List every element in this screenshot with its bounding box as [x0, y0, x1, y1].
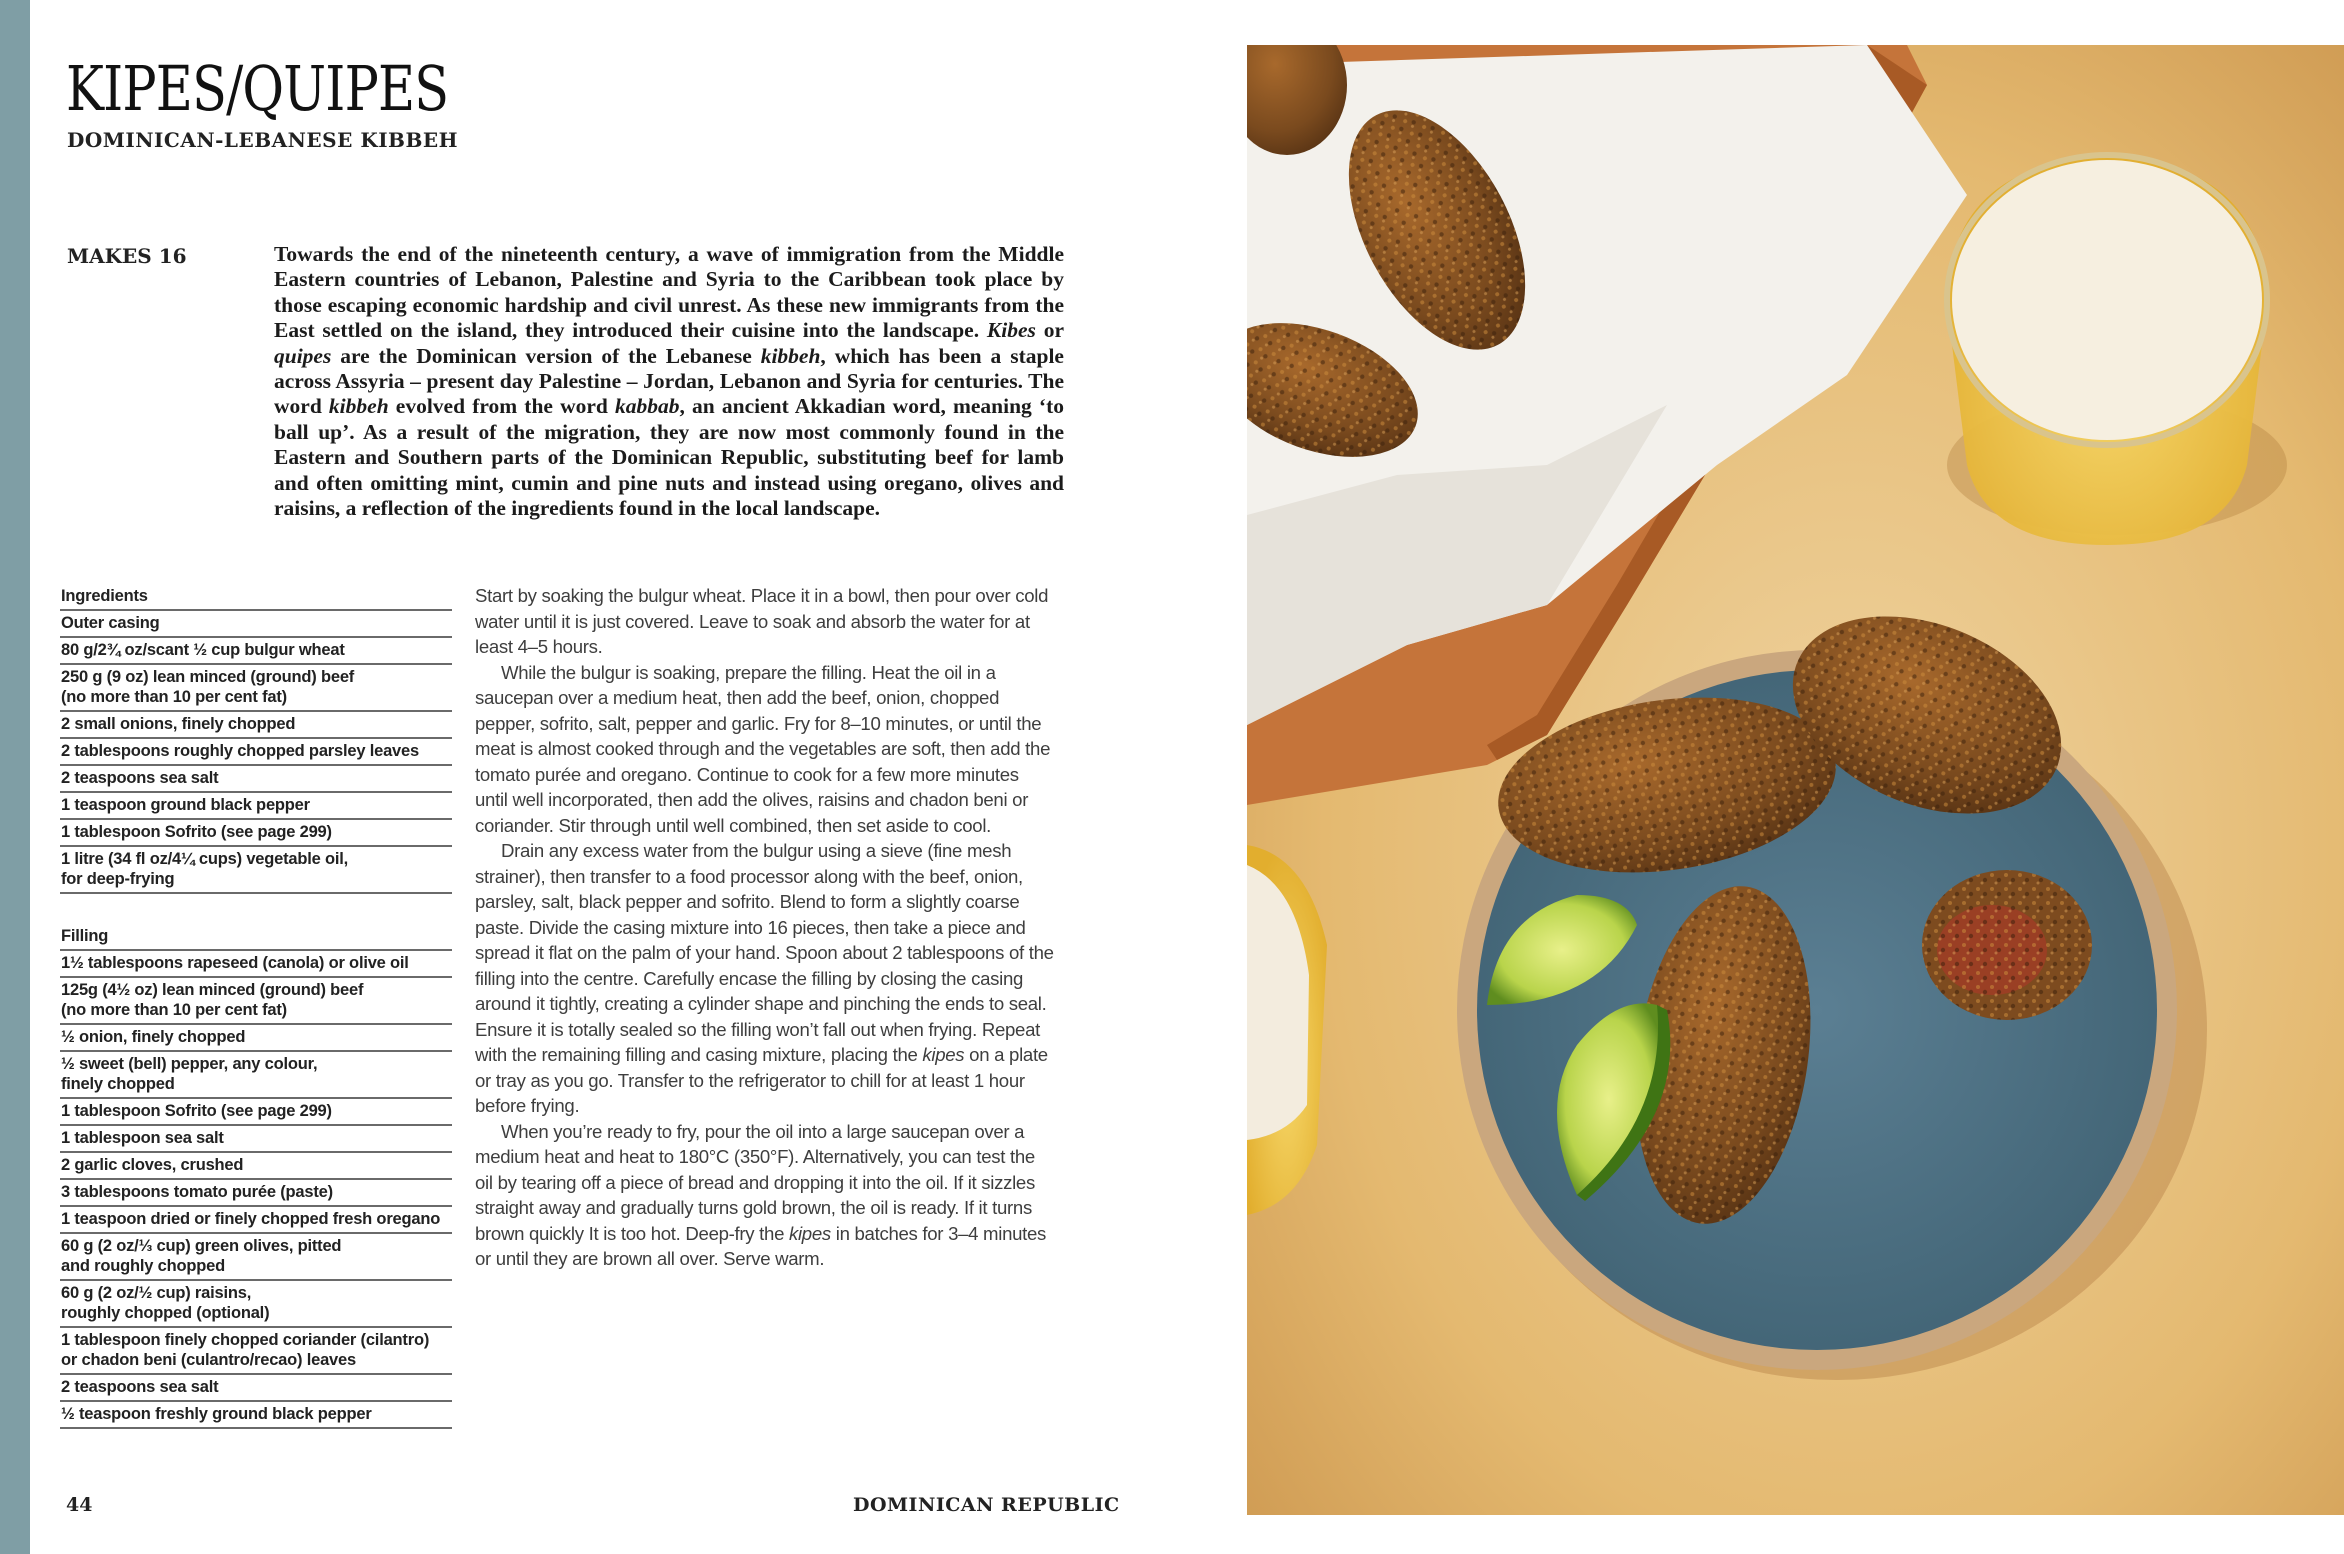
- ingredient-line: 2 garlic cloves, crushed: [60, 1153, 452, 1180]
- method-paragraph: [475, 660, 1055, 839]
- method-paragraph: [475, 838, 1055, 1119]
- ingredient-line: 60 g (2 oz/⅓ cup) green olives, pitted and roughly chopped: [60, 1234, 452, 1281]
- outer-casing-items: [60, 638, 452, 894]
- ingredient-line: 1½ tablespoons rapeseed (canola) or olive oil: [60, 951, 452, 978]
- ingredient-line: 1 teaspoon dried or finely chopped fresh oregano: [60, 1207, 452, 1234]
- italic-term: kabbab: [615, 394, 680, 419]
- ingredient-line: ½ teaspoon freshly ground black pepper: [60, 1402, 452, 1429]
- text-run: When you’re ready to fry, pour the oil into a large saucepan over a medium heat and heat to 180°C (350°F). Alternatively, you can test the oil by tearing off a piece of bread and dropping it into the oil. If it sizzles straight away and gradually turns gold brown, the oil is ready. If it turns brown quickly It is too hot. Deep-fry the: [475, 1120, 1035, 1244]
- recipe-subtitle: DOMINICAN-LEBANESE KIBBEH: [67, 128, 459, 152]
- text-run: Towards the end of the nineteenth century, a wave of immigration from the Middle Eastern countries of Lebanon, Palestine and Syria to the Caribbean took place by those escaping economic hardship and civil unrest. As these new immigrants from the East settled on the island, they introduced their cuisine into the landscape.: [274, 242, 1064, 343]
- ingredient-line: 60 g (2 oz/½ cup) raisins, roughly chopped (optional): [60, 1281, 452, 1328]
- ingredient-line: 2 tablespoons roughly chopped parsley leaves: [60, 739, 452, 766]
- ingredient-line: 1 teaspoon ground black pepper: [60, 793, 452, 820]
- ingredient-line: 2 teaspoons sea salt: [60, 1375, 452, 1402]
- italic-term: kibbeh: [328, 394, 389, 419]
- italic-term: kipes: [788, 1222, 831, 1244]
- method-paragraph: [475, 583, 1055, 660]
- recipe-yield: MAKES 16: [67, 244, 187, 268]
- recipe-title: KIPES/QUIPES: [66, 52, 449, 125]
- text-run: on a plate or tray as you go. Transfer to the refrigerator to chill for at least 1 hour before frying.: [475, 1044, 1048, 1116]
- page-spine-edge: [0, 0, 30, 1554]
- running-head: DOMINICAN REPUBLIC: [853, 1494, 1120, 1516]
- italic-term: kibbeh: [760, 343, 821, 368]
- ingredients-heading: Ingredients: [60, 584, 452, 611]
- text-run: , which has been a staple across Assyria – present day Palestine – Jordan, Lebanon and Syria for centuries. The word: [274, 343, 1064, 419]
- italic-term: quipes: [274, 343, 332, 368]
- text-run: in batches for 3–4 minutes or until they are brown all over. Serve warm.: [475, 1222, 1047, 1269]
- method-paragraph: [475, 1119, 1055, 1272]
- food-photo: [1247, 45, 2344, 1515]
- method-text: [475, 583, 1055, 1272]
- filling-heading: Filling: [60, 924, 452, 951]
- text-run: Drain any excess water from the bulgur using a sieve (fine mesh strainer), then transfer to a food processor along with the beef, onion, parsley, salt, black pepper and sofrito. Blend to form a slightly coarse paste. Divide the casing mixture into 16 pieces, then take a piece and spread it flat on the palm of your hand. Spoon about 2 tablespoons of the filling into the centre. Carefully encase the filling by closing the casing around it tightly, creating a cylinder shape and pinching the ends to seal. Ensure it is totally sealed so the filling won’t fall out when frying. Repeat with the remaining filling and casing mixture, placing the: [475, 840, 1054, 1065]
- ingredient-line: 2 small onions, finely chopped: [60, 712, 452, 739]
- ingredient-line: 250 g (9 oz) lean minced (ground) beef (no more than 10 per cent fat): [60, 665, 452, 712]
- ingredient-line: 3 tablespoons tomato purée (paste): [60, 1180, 452, 1207]
- recipe-intro: [274, 242, 1064, 521]
- italic-term: Kibes: [986, 318, 1036, 343]
- ingredient-line: 125g (4½ oz) lean minced (ground) beef (no more than 10 per cent fat): [60, 978, 452, 1025]
- kibbeh-halved-texture: [1922, 870, 2092, 1020]
- ingredient-line: 1 tablespoon finely chopped coriander (cilantro) or chadon beni (culantro/recao) leaves: [60, 1328, 452, 1375]
- ingredients-section-gap: [60, 894, 452, 924]
- ingredient-line: 2 teaspoons sea salt: [60, 766, 452, 793]
- outer-casing-heading: Outer casing: [60, 611, 452, 638]
- text-run: Start by soaking the bulgur wheat. Place it in a bowl, then pour over cold water until it is just covered. Leave to soak and absorb the water for at least 4–5 hours.: [475, 585, 1049, 657]
- text-run: are the Dominican version of the Lebanese: [331, 343, 761, 368]
- ingredient-line: ½ onion, finely chopped: [60, 1025, 452, 1052]
- filling-items: [60, 951, 452, 1429]
- ingredient-line: 1 tablespoon sea salt: [60, 1126, 452, 1153]
- text-run: , an ancient Akkadian word, meaning ‘to ball up’. As a result of the migration, they are now most commonly found in the Eastern and Southern parts of the Dominican Republic, substituting beef for lamb and often omitting mint, cumin and pine nuts and instead using oregano, olives and raisins, a reflection of the ingredients found in the local landscape.: [274, 394, 1064, 521]
- text-run: or: [1035, 318, 1064, 343]
- ingredients-list: [60, 584, 452, 1429]
- italic-term: kipes: [922, 1044, 965, 1065]
- ingredient-line: ½ sweet (bell) pepper, any colour, finely chopped: [60, 1052, 452, 1099]
- ingredient-line: 1 tablespoon Sofrito (see page 299): [60, 820, 452, 847]
- ingredient-line: 1 tablespoon Sofrito (see page 299): [60, 1099, 452, 1126]
- page-number: 44: [66, 1494, 93, 1516]
- ingredient-line: 1 litre (34 fl oz/4¼ cups) vegetable oil, for deep-frying: [60, 847, 452, 894]
- ingredient-line: 80 g/2¾ oz/scant ½ cup bulgur wheat: [60, 638, 452, 665]
- text-run: While the bulgur is soaking, prepare the filling. Heat the oil in a saucepan over a medium heat, then add the beef, onion, chopped pepper, sofrito, salt, pepper and garlic. Fry for 8–10 minutes, or until the meat is almost cooked through and the vegetables are soft, then add the tomato purée and oregano. Continue to cook for a few more minutes until well incorporated, then add the olives, raisins and chadon beni or coriander. Stir through until well combined, then set aside to cool.: [475, 661, 1051, 836]
- text-run: evolved from the word: [388, 394, 616, 419]
- beer-foam: [1952, 160, 2262, 440]
